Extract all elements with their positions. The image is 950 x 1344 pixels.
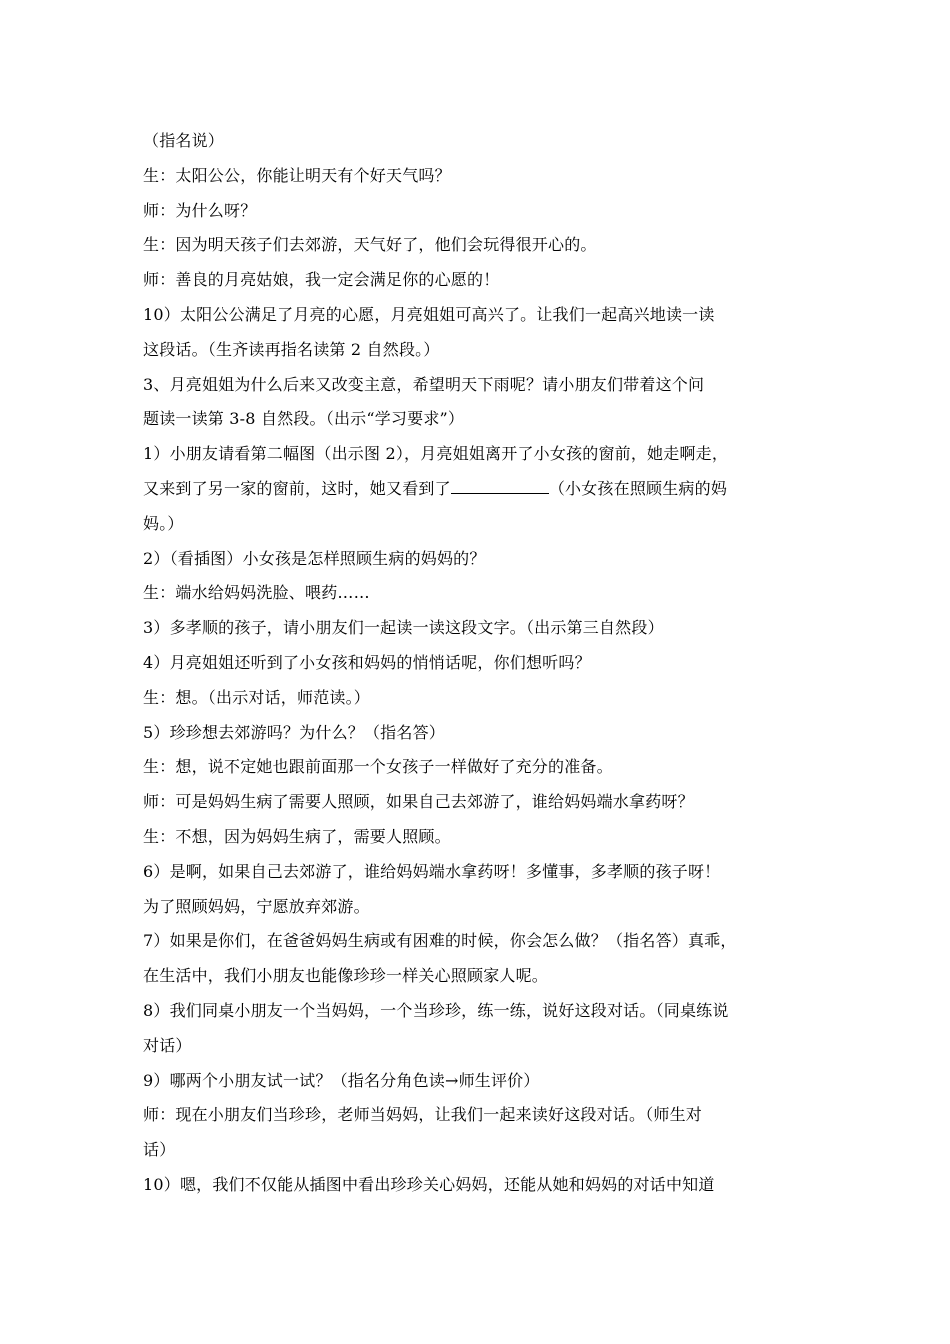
text-line: 妈。）: [143, 513, 184, 533]
text-line: 为了照顾妈妈，宁愿放弃郊游。: [143, 896, 370, 916]
text-line: 5）珍珍想去郊游吗？为什么？（指名答）: [143, 722, 445, 742]
text-line: 题读一读第 3-8 自然段。（出示“学习要求”）: [143, 409, 465, 429]
text-line: 师：可是妈妈生病了需要人照顾，如果自己去郊游了，谁给妈妈端水拿药呀？: [143, 792, 694, 812]
text-segment: 又来到了另一家的窗前，这时，她又看到了: [143, 478, 451, 498]
text-line: 10）太阳公公满足了月亮的心愿，月亮姐姐可高兴了。让我们一起高兴地读一读: [143, 304, 715, 324]
text-line: 话）: [143, 1140, 176, 1160]
text-line: 4）月亮姐姐还听到了小女孩和妈妈的悄悄话呢，你们想听吗？: [143, 652, 591, 672]
text-line: 1）小朋友请看第二幅图（出示图 2），月亮姐姐离开了小女孩的窗前，她走啊走，: [143, 444, 729, 464]
fill-in-blank: [451, 479, 549, 494]
text-line: 6）是啊，如果自己去郊游了，谁给妈妈端水拿药呀！多懂事，多孝顺的孩子呀！: [143, 861, 721, 881]
text-line: 生：想。（出示对话，师范读。）: [143, 687, 371, 707]
text-line: 对话）: [143, 1035, 192, 1055]
text-line: 3）多孝顺的孩子，请小朋友们一起读一读这段文字。（出示第三自然段）: [143, 618, 664, 638]
text-line: 生：不想，因为妈妈生病了，需要人照顾。: [143, 826, 451, 846]
text-line: 师：为什么呀？: [143, 200, 257, 220]
text-line: 这段话。（生齐读再指名读第 2 自然段。）: [143, 339, 440, 359]
text-line: 生：端水给妈妈洗脸、喂药……: [143, 583, 370, 603]
text-line: 师：善良的月亮姑娘，我一定会满足你的心愿的！: [143, 270, 500, 290]
text-segment: （小女孩在照顾生病的妈: [548, 478, 728, 498]
text-line: 生：因为明天孩子们去郊游，天气好了，他们会玩得很开心的。: [143, 235, 597, 255]
text-line: 10）嗯，我们不仅能从插图中看出珍珍关心妈妈，还能从她和妈妈的对话中知道: [143, 1174, 715, 1194]
text-line: 7）如果是你们，在爸爸妈妈生病或有困难的时候，你会怎么做？（指名答）真乖，: [143, 931, 737, 951]
text-line: 2）（看插图）小女孩是怎样照顾生病的妈妈的？: [143, 548, 486, 568]
document-body: [143, 124, 813, 1203]
text-line: 3、月亮姐姐为什么后来又改变主意，希望明天下雨呢？请小朋友们带着这个问: [143, 374, 705, 394]
text-line-with-blank: [143, 472, 813, 507]
text-line: 在生活中，我们小朋友也能像珍珍一样关心照顾家人呢。: [143, 966, 549, 986]
text-line: 8）我们同桌小朋友一个当妈妈，一个当珍珍，练一练，说好这段对话。（同桌练说: [143, 1000, 729, 1020]
text-line: （指名说）: [143, 131, 225, 150]
text-line: 生：太阳公公，你能让明天有个好天气吗？: [143, 165, 451, 185]
text-line: 师：现在小朋友们当珍珍，老师当妈妈，让我们一起来读好这段对话。（师生对: [143, 1105, 703, 1125]
text-line: 生：想，说不定她也跟前面那一个女孩子一样做好了充分的准备。: [143, 757, 613, 777]
text-line: 9）哪两个小朋友试一试？（指名分角色读→师生评价）: [143, 1070, 540, 1090]
